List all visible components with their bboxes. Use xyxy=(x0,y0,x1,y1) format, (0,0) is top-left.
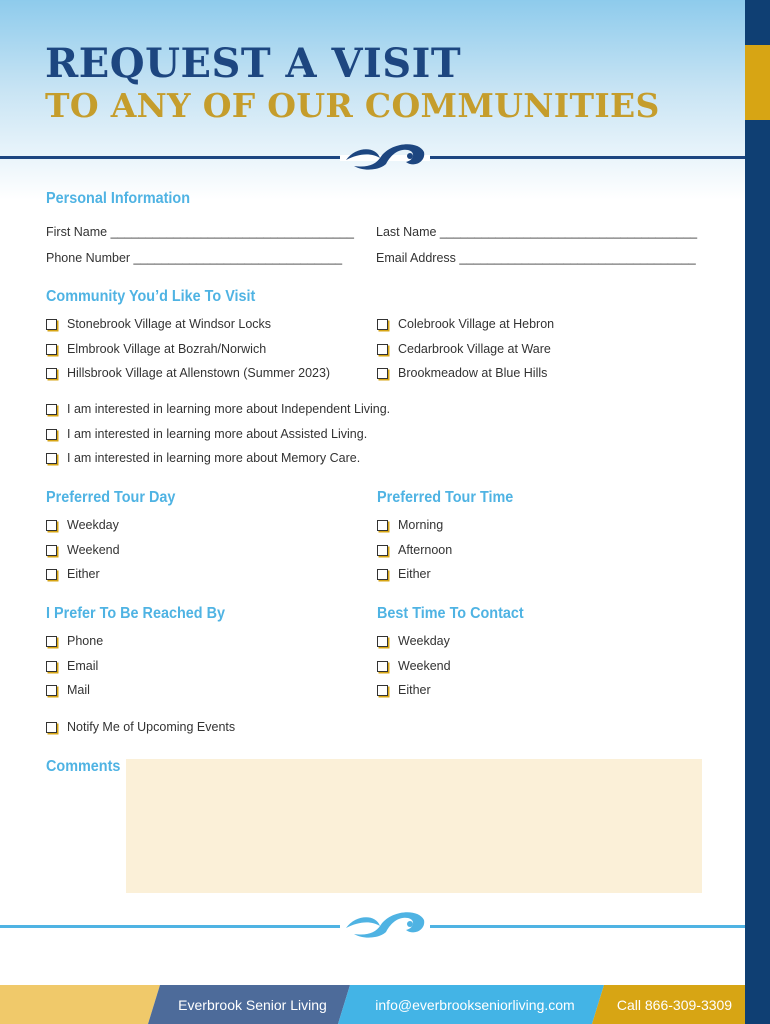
tour-time-heading: Preferred Tour Time xyxy=(377,489,514,506)
footer-phone-link[interactable]: Call 866-309-3309 xyxy=(616,996,733,1013)
footer-bar xyxy=(0,985,745,1024)
option-label: I am interested in learning more about Assisted Living. xyxy=(67,427,368,441)
community-option[interactable] xyxy=(377,366,547,380)
community-option[interactable] xyxy=(46,342,266,356)
contact-method-option[interactable] xyxy=(46,634,103,648)
checkbox-icon[interactable] xyxy=(46,429,57,440)
checkbox-icon[interactable] xyxy=(377,569,388,580)
option-label: Colebrook Village at Hebron xyxy=(398,317,555,331)
notify-option[interactable] xyxy=(46,720,235,734)
checkbox-icon[interactable] xyxy=(46,545,57,556)
last-name-field[interactable]: Last Name _____________________________________ xyxy=(376,225,698,239)
checkbox-icon[interactable] xyxy=(46,520,57,531)
option-label: Either xyxy=(67,567,100,581)
option-label: Afternoon xyxy=(398,543,453,557)
comments-heading: Comments xyxy=(46,758,121,775)
option-label: Weekday xyxy=(67,518,119,532)
interest-option[interactable] xyxy=(46,427,367,441)
option-label: Phone xyxy=(67,634,104,648)
flourish-icon xyxy=(340,138,430,178)
footer-email-link[interactable]: info@everbrookseniorliving.com xyxy=(375,996,575,1013)
option-label: Either xyxy=(398,567,431,581)
checkbox-icon[interactable] xyxy=(46,636,57,647)
option-label: Mail xyxy=(67,683,90,697)
tour-day-option[interactable] xyxy=(46,543,120,557)
checkbox-icon[interactable] xyxy=(46,344,57,355)
tour-time-option[interactable] xyxy=(377,567,431,581)
option-label: Hillsbrook Village at Allenstown (Summer 2023) xyxy=(67,366,331,380)
option-label: Brookmeadow at Blue Hills xyxy=(398,366,548,380)
tour-time-option[interactable] xyxy=(377,518,443,532)
best-time-option[interactable] xyxy=(377,659,451,673)
option-label: Stonebrook Village at Windsor Locks xyxy=(67,317,272,331)
page-title: REQUEST A VISIT xyxy=(45,40,462,87)
interest-option[interactable] xyxy=(46,402,390,416)
checkbox-icon[interactable] xyxy=(46,722,57,733)
best-time-option[interactable] xyxy=(377,683,431,697)
option-label: I am interested in learning more about Memory Care. xyxy=(67,451,361,465)
personal-info-heading: Personal Information xyxy=(46,190,191,207)
best-time-heading: Best Time To Contact xyxy=(377,605,524,622)
option-label: Weekend xyxy=(398,659,451,673)
checkbox-icon[interactable] xyxy=(377,685,388,696)
option-label: Either xyxy=(398,683,431,697)
checkbox-icon[interactable] xyxy=(377,319,388,330)
tour-day-option[interactable] xyxy=(46,518,119,532)
email-address-field[interactable]: Email Address __________________________________ xyxy=(376,251,696,265)
community-option[interactable] xyxy=(46,366,330,380)
checkbox-icon[interactable] xyxy=(377,545,388,556)
checkbox-icon[interactable] xyxy=(46,569,57,580)
checkbox-icon[interactable] xyxy=(377,344,388,355)
flourish-icon xyxy=(340,906,430,946)
tour-day-heading: Preferred Tour Day xyxy=(46,489,176,506)
first-name-field[interactable]: First Name ___________________________________ xyxy=(46,225,354,239)
page-subtitle: TO ANY OF OUR COMMUNITIES xyxy=(45,86,660,125)
side-accent xyxy=(745,45,770,120)
community-option[interactable] xyxy=(46,317,271,331)
checkbox-icon[interactable] xyxy=(46,685,57,696)
footer-org-name: Everbrook Senior Living xyxy=(178,996,327,1013)
option-label: I am interested in learning more about Independent Living. xyxy=(67,402,391,416)
community-heading: Community You’d Like To Visit xyxy=(46,288,256,305)
option-label: Weekend xyxy=(67,543,120,557)
checkbox-icon[interactable] xyxy=(46,404,57,415)
side-band xyxy=(745,0,770,1024)
checkbox-icon[interactable] xyxy=(46,453,57,464)
checkbox-icon[interactable] xyxy=(377,520,388,531)
phone-number-field[interactable]: Phone Number ______________________________ xyxy=(46,251,343,265)
contact-method-option[interactable] xyxy=(46,683,90,697)
tour-time-option[interactable] xyxy=(377,543,452,557)
community-option[interactable] xyxy=(377,317,554,331)
tour-day-option[interactable] xyxy=(46,567,100,581)
interest-option[interactable] xyxy=(46,451,360,465)
checkbox-icon[interactable] xyxy=(46,661,57,672)
checkbox-icon[interactable] xyxy=(377,636,388,647)
checkbox-icon[interactable] xyxy=(46,319,57,330)
checkbox-icon[interactable] xyxy=(46,368,57,379)
option-label: Weekday xyxy=(398,634,450,648)
option-label: Morning xyxy=(398,518,444,532)
reached-by-heading: I Prefer To Be Reached By xyxy=(46,605,226,622)
option-label: Elmbrook Village at Bozrah/Norwich xyxy=(67,342,267,356)
option-label: Notify Me of Upcoming Events xyxy=(67,720,236,734)
contact-method-option[interactable] xyxy=(46,659,98,673)
community-option[interactable] xyxy=(377,342,551,356)
checkbox-icon[interactable] xyxy=(377,368,388,379)
comments-textarea[interactable] xyxy=(126,759,702,893)
best-time-option[interactable] xyxy=(377,634,450,648)
option-label: Cedarbrook Village at Ware xyxy=(398,342,551,356)
option-label: Email xyxy=(67,659,99,673)
checkbox-icon[interactable] xyxy=(377,661,388,672)
